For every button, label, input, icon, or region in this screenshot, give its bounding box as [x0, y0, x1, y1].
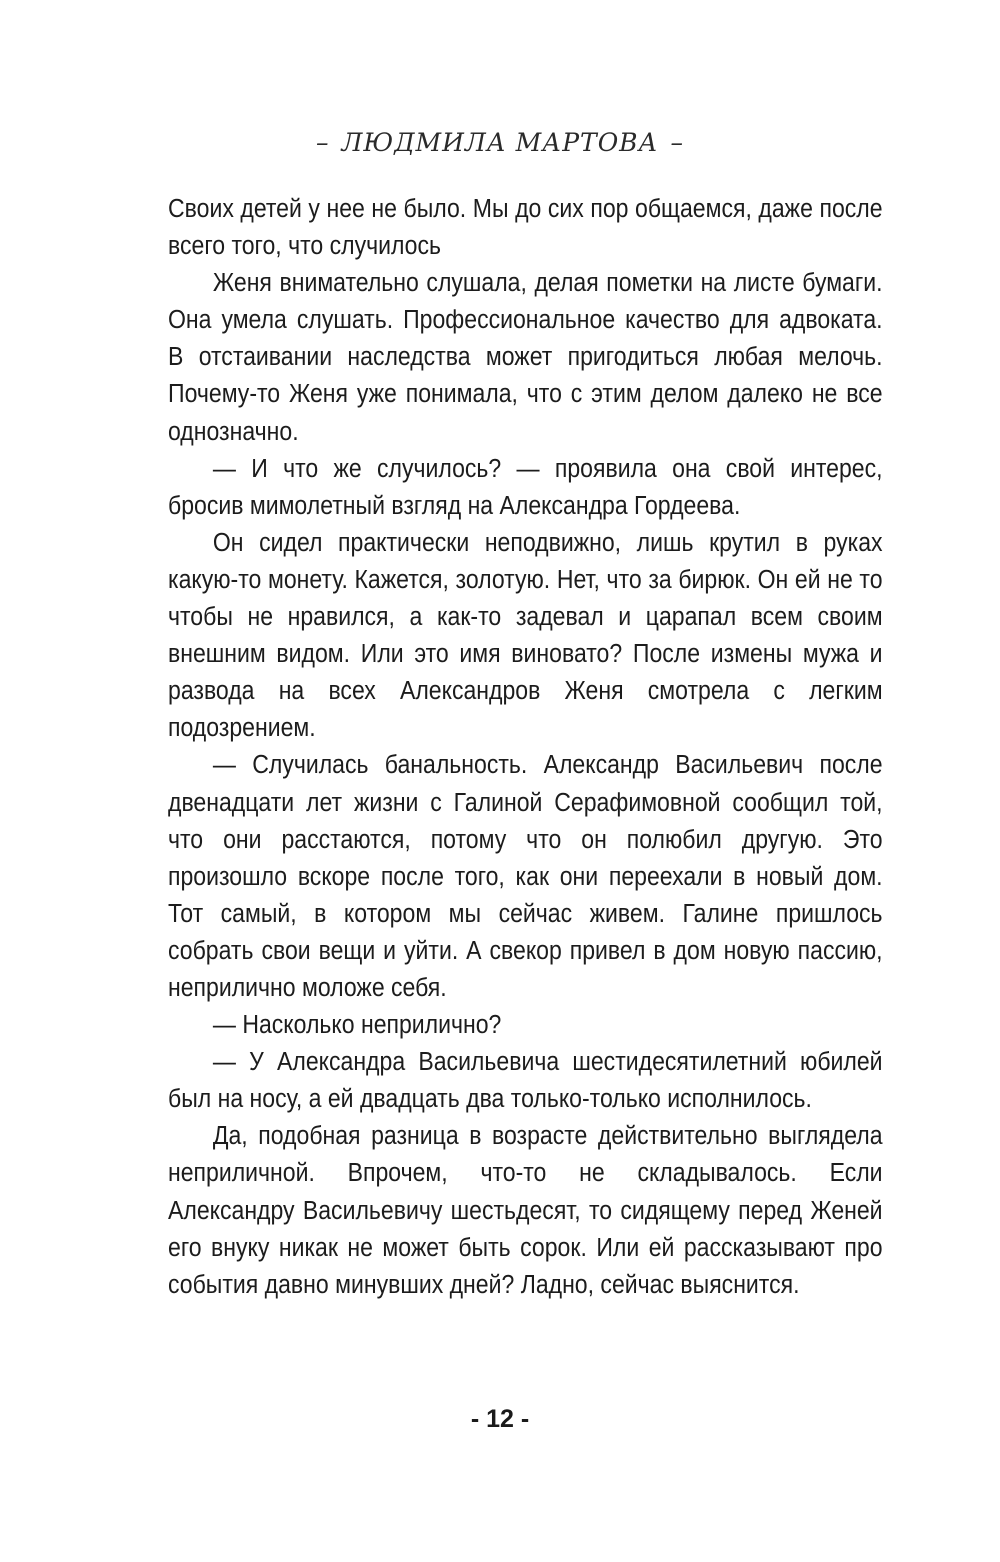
- body-text: [168, 190, 883, 1303]
- paragraph: Да, подобная разница в возрасте действительно выглядела неприличной. Впрочем, что-то не складывалось. Если Александру Васильевичу шестьдесят, то сидящему перед Женей его внуку никак не может быть сорок. Или ей рассказывают про события давно минувших дней? Ладно, сейчас выяснится.: [168, 1120, 883, 1299]
- paragraph: Он сидел практически неподвижно, лишь крутил в руках какую-то монету. Кажется, золотую. Нет, что за бирюк. Он ей не то чтобы не нравился, а как-то задевал и царапал всем своим внешним видом. Или это имя виновато? После измены мужа и развода на всех Александров Женя смотрела с легким подозрением.: [168, 526, 883, 743]
- author-name: ЛЮДМИЛА МАРТОВА: [341, 128, 659, 157]
- paragraph: — У Александра Васильевича шестидесятилетний юбилей был на носу, а ей двадцать два только-только исполнилось.: [168, 1046, 883, 1114]
- paragraph: — Случилась банальность. Александр Васильевич после двенадцати лет жизни с Галиной Серафимовной сообщил той, что они расстаются, потому что он полюбил другую. Это произошло вскоре после того, как они переехали в новый дом. Тот самый, в котором мы сейчас живем. Галине пришлось собрать свои вещи и уйти. А свекор привел в дом новую пассию, неприлично моложе себя.: [168, 749, 883, 1002]
- header-dash-left: –: [316, 128, 330, 157]
- running-header: [0, 128, 1000, 157]
- paragraph: Своих детей у нее не было. Мы до сих пор общаемся, даже после всего того, что случилось: [168, 193, 883, 261]
- page-number: - 12 -: [470, 1405, 530, 1433]
- header-dash-right: –: [670, 128, 684, 157]
- paragraph: — И что же случилось? — проявила она свой интерес, бросив мимолетный взгляд на Александра Гордеева.: [168, 452, 883, 520]
- paragraph: Женя внимательно слушала, делая пометки на листе бумаги. Она умела слушать. Профессиональное качество для адвоката. В отстаивании наследства может пригодиться любая мелочь. Почему-то Женя уже понимала, что с этим делом далеко не все однозначно.: [168, 267, 883, 446]
- paragraph: — Насколько неприлично?: [212, 1009, 502, 1040]
